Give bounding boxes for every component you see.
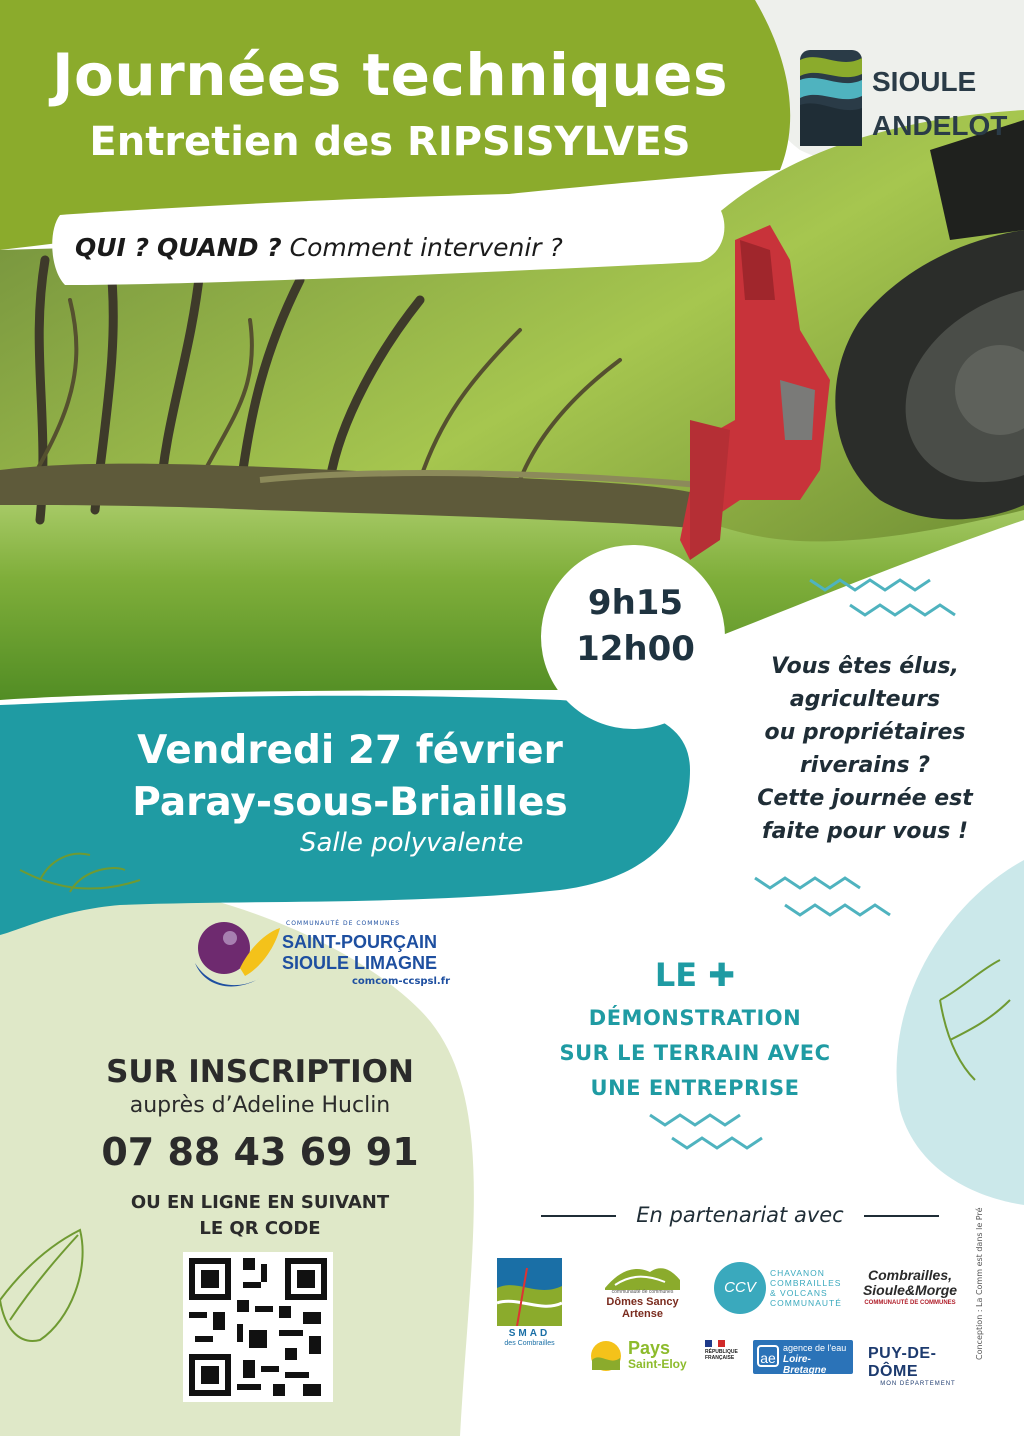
audience-line: agriculteurs [789,687,941,712]
event-time [548,580,723,700]
smad-mark [497,1258,562,1326]
aelb-mark: ae [757,1345,779,1367]
event-date: Vendredi 27 février [137,728,563,773]
partners-heading: En partenariat avec [636,1203,844,1227]
bonus-line: UNE ENTREPRISE [590,1076,800,1100]
registration-online-line2: LE QR CODE [199,1218,321,1239]
ccspsl-logo [190,910,480,1000]
audience-text [730,650,1000,848]
rf-text: RÉPUBLIQUE FRANÇAISE [705,1349,738,1361]
divider [864,1215,939,1217]
andelot-label: ANDELOT [872,110,1008,141]
sioule-andelot-mark [800,50,862,146]
aelb-line2: Loire-Bretagne [783,1354,827,1376]
ccv-line: & VOLCANS [770,1288,828,1298]
ccspsl-website: comcom-ccspsl.fr [352,976,451,987]
ccspsl-mark [190,918,282,998]
subtitle-when: QUAND ? [157,233,282,262]
subtitle [75,233,675,262]
bonus-line: SUR LE TERRAIN AVEC [559,1041,831,1065]
divider [541,1215,616,1217]
qr-code[interactable] [183,1252,333,1402]
time-start: 9h15 [587,583,684,623]
event-date-place [90,725,610,829]
pays-line2: Saint-Eloy [628,1357,687,1371]
audience-line: Cette journée est [757,786,973,811]
qr-code-icon [183,1252,333,1402]
event-venue: Salle polyvalente [300,828,524,858]
partner-logo-republique-francaise [705,1340,749,1374]
pays-mark [590,1340,622,1372]
sioule-label: SIOULE [872,66,977,97]
smad-sub: des Combrailles [504,1340,555,1347]
ccspsl-small: COMMUNAUTÉ DE COMMUNES [286,920,401,927]
subtitle-who: QUI ? [75,233,150,262]
aelb-line1: agence de l'eau [783,1343,847,1353]
domes-mark [605,1260,680,1290]
audience-line: ou propriétaires [764,720,966,745]
ccv-mark: CCV [714,1262,766,1314]
partner-logo-ccv [714,1262,854,1312]
pays-line1: Pays [628,1338,671,1358]
partner-logo-pays-saint-eloy [590,1338,690,1374]
title-line1: Journées techniques [51,41,729,109]
partner-logo-puy-de-dome [868,1345,968,1387]
partner-logo-smad [497,1258,562,1350]
event-place: Paray-sous-Briailles [132,780,568,825]
csm-sub: COMMUNAUTÉ DE COMMUNES [864,1300,956,1306]
bonus-line: DÉMONSTRATION [588,1006,802,1030]
audience-line: riverains ? [799,753,931,778]
domes-sub: communauté de communes [611,1289,674,1295]
time-end: 12h00 [576,629,695,669]
bonus-heading: LE [654,956,698,994]
bonus-block [540,955,850,1106]
partner-logo-domes [585,1260,700,1320]
sioule-andelot-logo [800,50,1008,150]
partners-heading-row [510,1203,970,1227]
registration-contact: auprès d’Adeline Huclin [129,1093,391,1118]
ccspsl-line1: SAINT-POURÇAIN [282,932,438,952]
ccv-line: COMBRAILLES [770,1278,842,1288]
ccv-line: CHAVANON [770,1268,825,1278]
csm-line1: Combrailles, [867,1267,953,1283]
ccspsl-line2: SIOULE LIMAGNE [282,953,438,973]
audience-line: faite pour vous ! [762,819,968,844]
french-flag-icon [705,1340,725,1347]
design-credit: Conception : La Comm est dans le Pré [975,1207,984,1360]
smad-name: SMAD [508,1328,551,1339]
partner-logo-combrailles-sioule-morge [860,1268,960,1314]
partner-logo-agence-eau [753,1340,853,1374]
registration-online-line1: OU EN LIGNE EN SUIVANT [130,1192,390,1213]
subtitle-how: Comment intervenir ? [289,233,563,262]
ccv-line: COMMUNAUTÉ [770,1298,842,1308]
registration-block [80,1052,440,1242]
csm-line2: Sioule&Morge [862,1282,958,1298]
registration-phone[interactable]: 07 88 43 69 91 [101,1130,419,1174]
domes-name: Dômes Sancy Artense [606,1296,679,1320]
audience-line: Vous êtes élus, [771,654,959,679]
registration-heading: SUR INSCRIPTION [106,1054,414,1090]
title-line2: Entretien des RIPSISYLVES [89,119,691,165]
pdd-line2: MON DÉPARTEMENT [880,1381,956,1387]
poster-title [30,40,750,168]
plus-icon: ✚ [708,956,736,994]
pdd-line1: PUY-DE-DÔME [868,1345,937,1380]
